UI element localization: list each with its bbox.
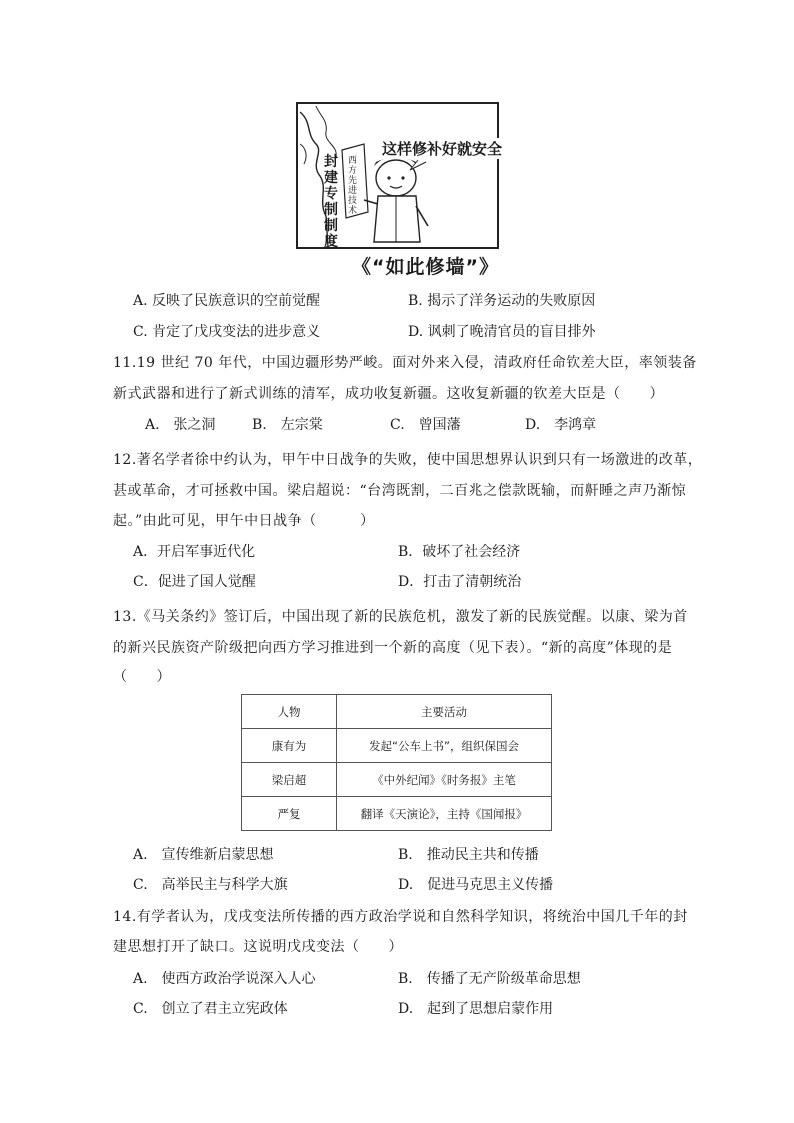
q14-option-b: B. 传播了无产阶级革命思想: [398, 971, 581, 987]
cartoon-caption: 《“如此修墙”》: [352, 256, 499, 278]
speech-bubble-text: 这样修补好就安全: [382, 140, 503, 158]
patch-label: 西方先进技术: [348, 156, 358, 216]
wall-label: 封建专制制度: [324, 154, 338, 250]
q10-option-a: A. 反映了民族意识的空前觉醒: [133, 293, 321, 309]
table-row: [242, 763, 552, 797]
q12-stem-line-1: 12.著名学者徐中约认为，甲午中日战争的失败，使中国思想界认识到只有一场激进的改革，: [113, 452, 703, 468]
table-cell-person: 梁启超: [242, 763, 337, 797]
table-cell-person: 康有为: [242, 729, 337, 763]
q12-stem-line-3: 起。”由此可见，甲午中日战争（ ）: [113, 513, 375, 529]
q11-stem-line-2: 新式武器和进行了新式训练的清军，成功收复新疆。这收复新疆的钦差大臣是（ ）: [113, 386, 664, 402]
table-row: [242, 797, 552, 831]
q13-stem-line-2: 的新兴民族资产阶级把向西方学习推进到一个新的高度（见下表）。“新的高度”体现的是: [113, 640, 673, 656]
table-cell-person: 严复: [242, 797, 337, 831]
table-header-person: 人物: [242, 695, 337, 729]
table-cell-activity: 翻译《天演论》，主持《国闻报》: [337, 797, 552, 831]
q12-option-a: A．开启军事近代化: [133, 544, 256, 560]
q13-stem-line-3: （ ）: [113, 669, 171, 685]
q13-option-b: B. 推动民主共和传播: [398, 847, 539, 863]
q12-option-c: C．促进了国人觉醒: [133, 574, 256, 590]
q11-option-c: C. 曾国藩: [390, 417, 461, 433]
q12-option-d: D．打击了清朝统治: [398, 574, 522, 590]
cartoon-image: [296, 102, 503, 250]
q13-option-a: A. 宣传维新启蒙思想: [133, 847, 274, 863]
table-cell-activity: 发起“公车上书”，组织保国会: [337, 729, 552, 763]
reformers-table: [241, 694, 552, 831]
q14-stem-line-1: 14.有学者认为，戊戌变法所传播的西方政治学说和自然科学知识，将统治中国几千年的封: [113, 909, 688, 925]
q13-option-c: C. 高举民主与科学大旗: [133, 877, 288, 893]
q10-option-b: B. 揭示了洋务运动的失败原因: [408, 293, 596, 309]
q14-option-d: D. 起到了思想启蒙作用: [398, 1001, 554, 1017]
q11-option-d: D. 李鸿章: [525, 417, 597, 433]
q11-option-a: A. 张之洞: [145, 417, 216, 433]
q10-option-d: D. 讽刺了晚清官员的盲目排外: [408, 324, 596, 340]
q14-option-c: C. 创立了君主立宪政体: [133, 1001, 288, 1017]
q12-option-b: B．破坏了社会经济: [398, 544, 521, 560]
table-cell-activity: 《中外纪闻》《时务报》主笔: [337, 763, 552, 797]
q11-option-b: B. 左宗棠: [252, 417, 323, 433]
q10-option-c: C. 肯定了戊戌变法的进步意义: [133, 324, 321, 340]
table-header-row: [242, 695, 552, 729]
q14-stem-line-2: 建思想打开了缺口。这说明戊戌变法（ ）: [113, 939, 403, 955]
table-header-activity: 主要活动: [337, 695, 552, 729]
q13-stem-line-1: 13.《马关条约》签订后，中国出现了新的民族危机，激发了新的民族觉醒。以康、梁为首: [113, 609, 688, 625]
q14-option-a: A. 使西方政治学说深入人心: [133, 971, 316, 987]
table-row: [242, 729, 552, 763]
q12-stem-line-2: 甚或革命，才可拯救中国。梁启超说：“台湾既割，二百兆之偿款既输，而鼾睡之声乃渐惊: [113, 483, 687, 499]
q11-stem-line-1: 11.19 世纪 70 年代，中国边疆形势严峻。面对外来入侵，清政府任命钦差大臣，率领装备: [113, 355, 697, 371]
q13-option-d: D. 促进马克思主义传播: [398, 877, 554, 893]
